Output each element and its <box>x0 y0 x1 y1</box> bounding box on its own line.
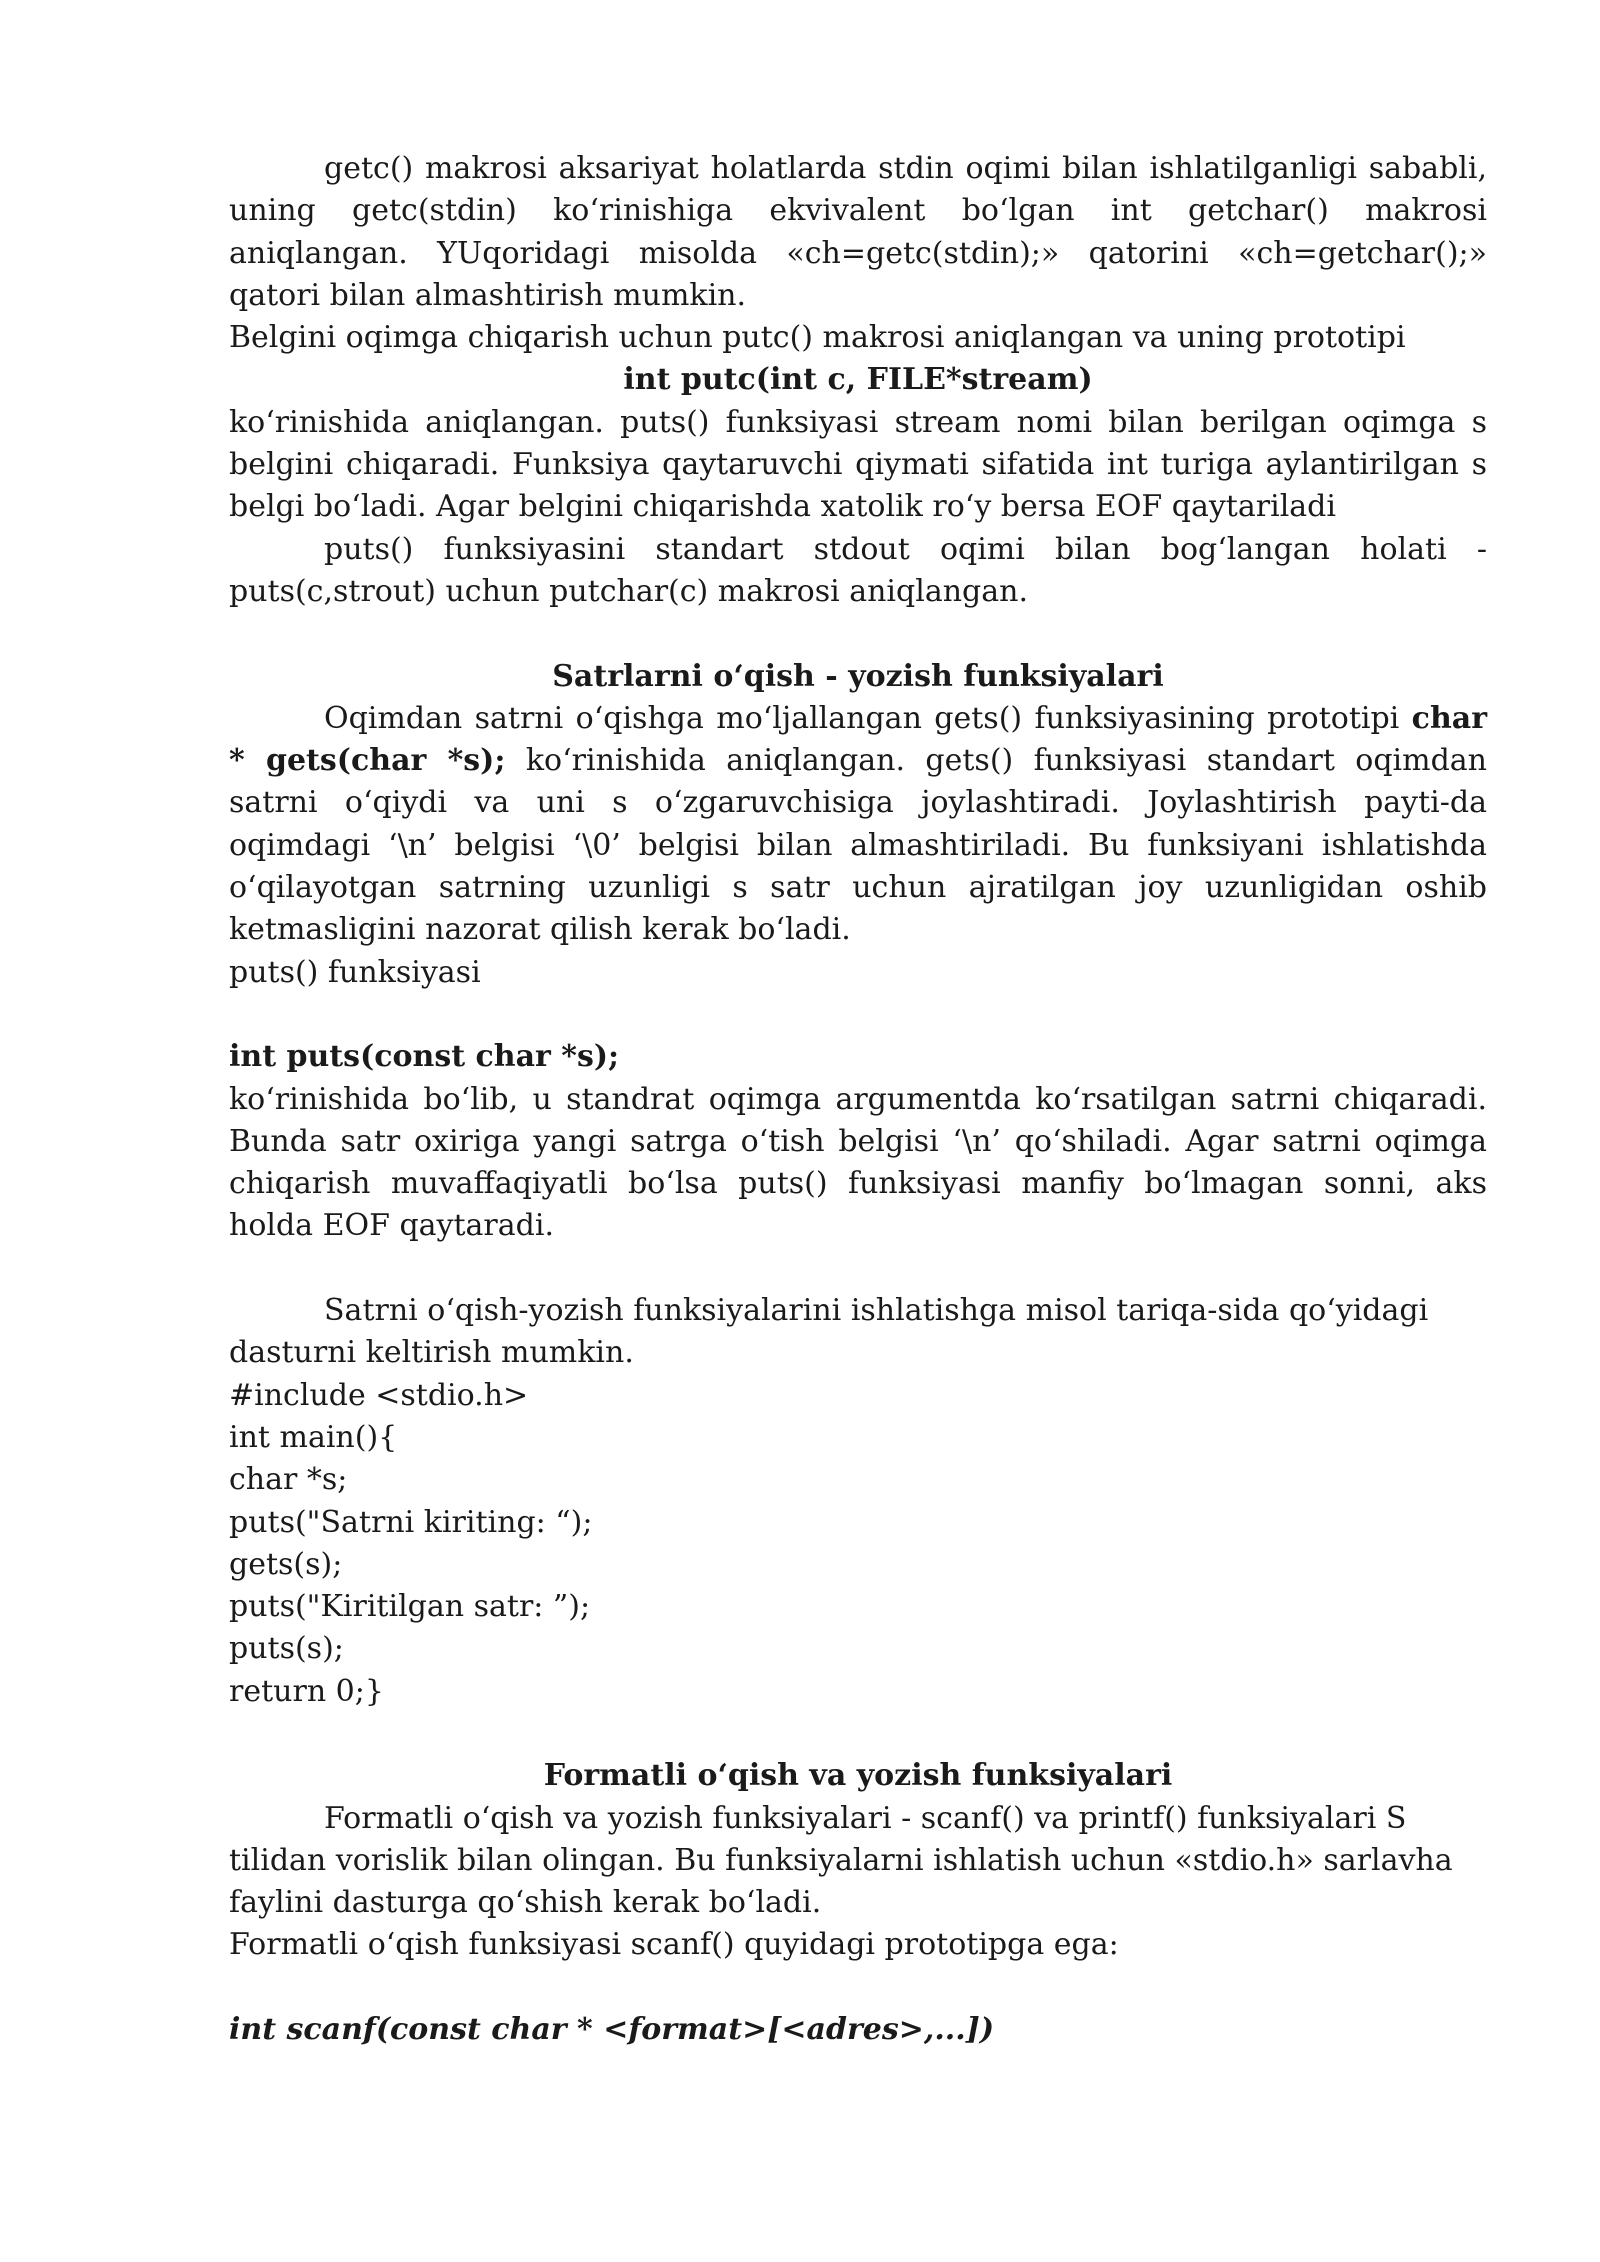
paragraph-putc-desc: ko‘rinishida aniqlangan. puts() funksiyasi stream nomi bilan berilgan oqimga s belgini chiqaradi. Funksiya qaytaruvchi qiymati sifatida int turiga aylantirilgan s belgi bo‘ladi. Agar belgini chiqarishda xatolik ro‘y bersa EOF qaytariladi <box>229 404 1487 525</box>
code-line: puts(s); <box>229 1631 344 1667</box>
code-line: #include <stdio.h> <box>229 1377 529 1413</box>
document-page <box>229 148 1487 2051</box>
code-line: char *s; <box>229 1462 348 1498</box>
paragraph-puts-desc: ko‘rinishida bo‘lib, u standrat oqimga argumentda ko‘rsatilgan satrni chiqaradi. Bunda satr oxiriga yangi satrga o‘tish belgisi ‘\n’ qo‘shiladi. Agar satrni oqimga chiqarish muvaffaqiyatli bo‘lsa puts() funksiyasi manfiy bo‘lmagan sonni, aks holda EOF qaytaradi. <box>229 1081 1487 1244</box>
code-line: puts("Kiritilgan satr: ”); <box>229 1589 591 1625</box>
blank-line <box>229 1967 1487 2009</box>
prototype-scanf: int scanf(const char * <format>[<adres>,...]) <box>229 2012 995 2048</box>
blank-line <box>229 994 1487 1036</box>
code-line: puts("Satrni kiriting: “); <box>229 1504 593 1540</box>
blank-line <box>229 613 1487 655</box>
blank-line <box>229 1713 1487 1755</box>
code-line: return 0;} <box>229 1673 384 1709</box>
gets-prototype: char * gets(char *s); <box>229 700 1487 779</box>
gets-text-a: Oqimdan satrni o‘qishga mo‘ljallangan gets() funksiyasining prototipi <box>324 700 1412 736</box>
code-line: int main(){ <box>229 1419 398 1455</box>
paragraph-putc-intro: Belgini oqimga chiqarish uchun putc() makrosi aniqlangan va uning prototipi <box>229 320 1406 356</box>
paragraph-putchar: puts() funksiyasini standart stdout oqimi bilan bog‘langan holati - puts(c,strout) uchun putchar(c) makrosi aniqlangan. <box>229 531 1487 609</box>
gets-text-b: ko‘rinishida aniqlangan. gets() funksiyasi standart oqimdan satrni o‘qiydi va uni s o‘zgaruvchisiga joylashtiradi. Joylashtirish payti-da oqimdagi ‘\n’ belgisi ‘\0’ belgisi bilan almashtiriladi. Bu funksiyani ishlatishda o‘qilayotgan satrning uzunligi s satr uchun ajratilgan joy uzunligidan oshib ketmasligini nazorat qilish kerak bo‘ladi. <box>229 743 1487 948</box>
section-heading-strings: Satrlarni o‘qish - yozish funksiyalari <box>552 658 1164 694</box>
paragraph-gets <box>229 698 1487 952</box>
blank-line <box>229 1248 1487 1290</box>
paragraph-scanf-printf: Formatli o‘qish va yozish funksiyalari - scanf() va printf() funksiyalari S tilidan vorislik bilan olingan. Bu funksiyalarni ishlatish uchun «stdio.h» sarlavha faylini dasturga qo‘shish kerak bo‘ladi. <box>229 1800 1453 1921</box>
prototype-putc: int putc(int c, FILE*stream) <box>623 362 1093 398</box>
paragraph-scanf-intro: Formatli o‘qish funksiyasi scanf() quyidagi prototipga ega: <box>229 1927 1119 1963</box>
code-line: gets(s); <box>229 1546 343 1582</box>
paragraph-puts-intro: puts() funksiyasi <box>229 954 481 990</box>
paragraph-getchar: getc() makrosi aksariyat holatlarda stdin oqimi bilan ishlatilganligi sababli, uning getc(stdin) ko‘rinishiga ekvivalent bo‘lgan int getchar() makrosi aniqlangan. YUqoridagi misolda «ch=getc(stdin);» qatorini «ch=getchar();» qatori bilan almashtirish mumkin. <box>229 151 1487 313</box>
paragraph-example-intro: Satrni o‘qish-yozish funksiyalarini ishlatishga misol tariqa-sida qo‘yidagi dasturni keltirish mumkin. <box>229 1293 1429 1371</box>
code-listing <box>229 1375 1487 1713</box>
prototype-puts: int puts(const char *s); <box>229 1039 620 1075</box>
section-heading-formatted: Formatli o‘qish va yozish funksiyalari <box>543 1758 1173 1794</box>
